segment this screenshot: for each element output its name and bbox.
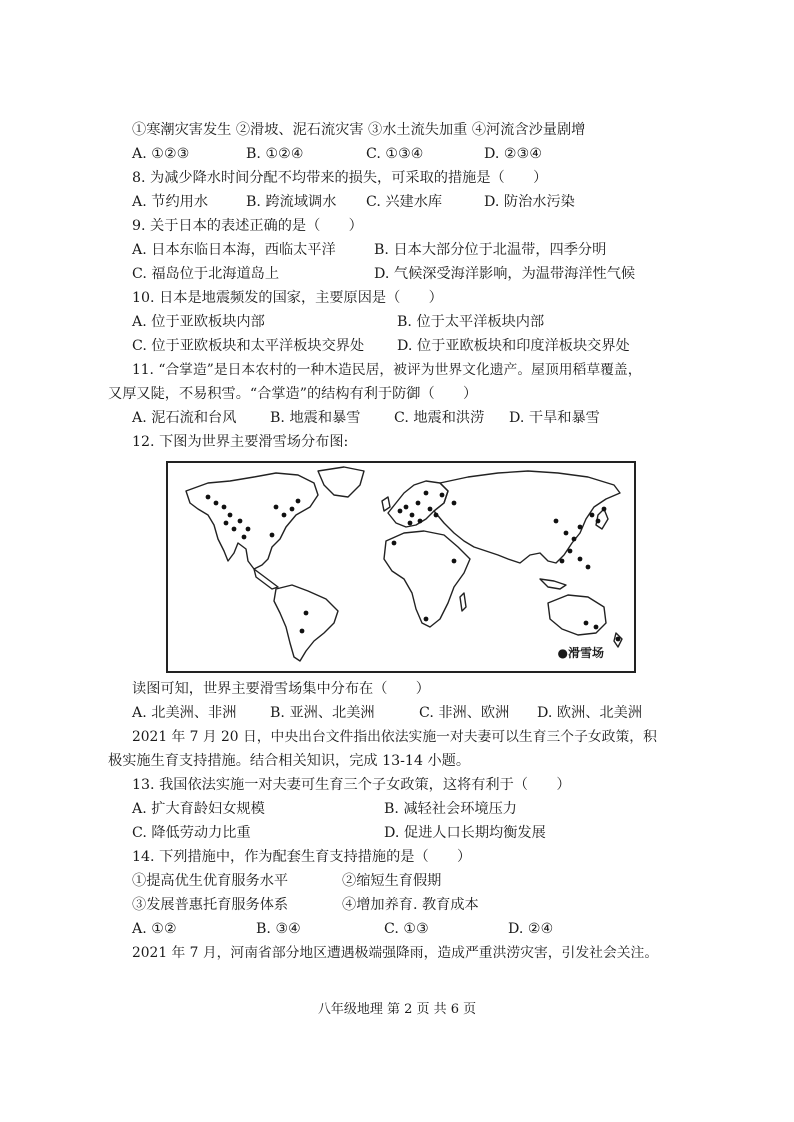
intro-13-14-line2: 极实施生育支持措施。结合相关知识，完成 13-14 小题。 — [108, 753, 471, 769]
q11-stem-line2: 又厚又陡，不易积雪。“合掌造”的结构有利于防御（ ） — [108, 386, 478, 402]
q10-option-a[interactable]: A. 位于亚欧板块内部 — [132, 314, 265, 330]
world-ski-resort-map — [166, 461, 636, 673]
q8-option-b[interactable]: B. 跨流域调水 — [246, 194, 337, 210]
q14-stem: 14. 下列措施中，作为配套生育支持措施的是（ ） — [132, 849, 472, 865]
world-map-drawing — [168, 463, 634, 671]
q12-option-d[interactable]: D. 欧洲、北美洲 — [537, 705, 643, 721]
q9-option-c[interactable]: C. 福岛位于北海道岛上 — [132, 266, 280, 282]
q10-option-d[interactable]: D. 位于亚欧板块和印度洋板块交界处 — [397, 338, 630, 354]
page-footer: 八年级地理 第 2 页 共 6 页 — [317, 1002, 477, 1017]
q12-option-a[interactable]: A. 北美洲、非洲 — [132, 705, 237, 721]
south-america-outline — [274, 585, 338, 661]
q7-option-d[interactable]: D. ②③④ — [484, 146, 543, 162]
q11-option-d[interactable]: D. 干旱和暴雪 — [509, 410, 600, 426]
q7-option-c[interactable]: C. ①③④ — [366, 146, 424, 162]
q12-stem: 12. 下图为世界主要滑雪场分布图: — [132, 434, 349, 450]
q10-option-b[interactable]: B. 位于太平洋板块内部 — [397, 314, 545, 330]
q13-stem: 13. 我国依法实施一对夫妻可生育三个子女政策，这将有利于（ ） — [132, 777, 571, 793]
q8-stem: 8. 为减少降水时间分配不均带来的损失，可采取的措施是（ ） — [132, 170, 548, 186]
q13-option-b[interactable]: B. 减轻社会环境压力 — [384, 801, 517, 817]
africa-outline — [384, 531, 470, 627]
q13-option-a[interactable]: A. 扩大育龄妇女规模 — [132, 801, 265, 817]
q7-option-a[interactable]: A. ①②③ — [132, 146, 190, 162]
q13-option-c[interactable]: C. 降低劳动力比重 — [132, 825, 251, 841]
q14-item-4: ④增加养育. 教育成本 — [342, 897, 479, 913]
q14-item-2: ②缩短生育假期 — [342, 873, 442, 889]
q14-option-d[interactable]: D. ②④ — [508, 921, 554, 937]
q14-item-3: ③发展普惠托育服务体系 — [132, 897, 289, 913]
q14-option-a[interactable]: A. ①② — [132, 921, 177, 937]
q11-option-c[interactable]: C. 地震和洪涝 — [394, 410, 485, 426]
madagascar-outline — [460, 593, 466, 611]
q9-stem: 9. 关于日本的表述正确的是（ ） — [132, 218, 363, 234]
q11-stem-line1: 11. “合掌造”是日本农村的一种木造民居，被评为世界文化遗产。屋顶用稻草覆盖， — [132, 362, 642, 378]
q10-stem: 10. 日本是地震频发的国家，主要原因是（ ） — [132, 290, 443, 306]
greenland-outline — [318, 467, 364, 497]
central-america-outline — [254, 569, 278, 589]
q10-option-c[interactable]: C. 位于亚欧板块和太平洋板块交界处 — [132, 338, 365, 354]
q11-option-a[interactable]: A. 泥石流和台风 — [132, 410, 237, 426]
intro-13-14-line1: 2021 年 7 月 20 日，中央出台文件指出依法实施一对夫妻可以生育三个子女政策，积 — [132, 729, 657, 745]
map-legend: ●滑雪场 — [557, 646, 604, 660]
q7-statements: ①寒潮灾害发生 ②滑坡、泥石流灾害 ③水土流失加重 ④河流含沙量剧增 — [132, 122, 586, 138]
q12-option-b[interactable]: B. 亚洲、北美洲 — [270, 705, 375, 721]
q9-option-a[interactable]: A. 日本东临日本海，西临太平洋 — [132, 242, 336, 258]
indonesia-outline — [540, 579, 566, 589]
q12-question: 读图可知，世界主要滑雪场集中分布在（ ） — [132, 681, 430, 697]
q9-option-b[interactable]: B. 日本大部分位于北温带，四季分明 — [374, 242, 607, 258]
q14-option-c[interactable]: C. ①③ — [384, 921, 429, 937]
intro-next-questions: 2021 年 7 月，河南省部分地区遭遇极端强降雨，造成严重洪涝灾害，引发社会关注。 — [132, 945, 659, 961]
q7-option-b[interactable]: B. ①②④ — [246, 146, 304, 162]
north-america-outline — [186, 473, 318, 569]
q14-item-1: ①提高优生优育服务水平 — [132, 873, 289, 889]
q13-option-d[interactable]: D. 促进人口长期均衡发展 — [384, 825, 546, 841]
q8-option-c[interactable]: C. 兴建水库 — [366, 194, 443, 210]
q14-option-b[interactable]: B. ③④ — [256, 921, 301, 937]
q8-option-d[interactable]: D. 防治水污染 — [484, 194, 575, 210]
q12-option-c[interactable]: C. 非洲、欧洲 — [419, 705, 510, 721]
q8-option-a[interactable]: A. 节约用水 — [132, 194, 209, 210]
q9-option-d[interactable]: D. 气候深受海洋影响，为温带海洋性气候 — [374, 266, 636, 282]
q11-option-b[interactable]: B. 地震和暴雪 — [270, 410, 361, 426]
uk-outline — [382, 497, 390, 511]
